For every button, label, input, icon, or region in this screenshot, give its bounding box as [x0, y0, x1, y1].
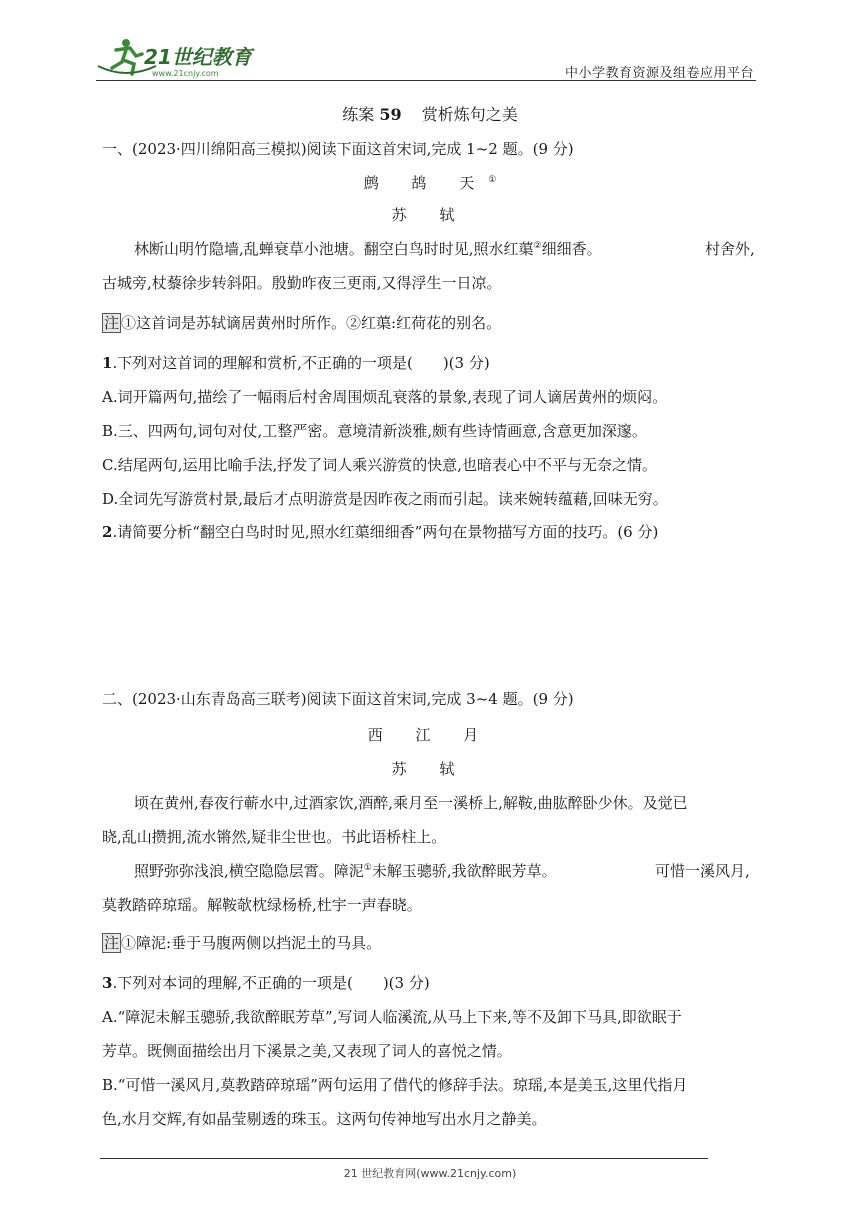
question-text: .下列对本词的理解,不正确的一项是( )(3 分) — [112, 974, 430, 992]
site-logo — [96, 36, 256, 80]
poem-line1-note-mark: ② — [533, 241, 542, 251]
question-text: .下列对这首词的理解和赏析,不正确的一项是( )(3 分) — [112, 354, 490, 372]
note-label: 注 — [104, 314, 120, 332]
section2-poem-title: 西 江 月 — [367, 726, 493, 744]
section1-poem-line1 — [134, 238, 602, 260]
poem-line1-part-a: 照野弥弥浅浪,横空隐隐层霄。障泥 — [134, 862, 364, 880]
footer-rule — [100, 1158, 708, 1159]
q3-option-a-line1: A.“障泥未解玉骢骄,我欲醉眠芳草”,写词人临溪流,从马上下来,等不及卸下马具,即欲眠于 — [102, 1008, 682, 1026]
logo-text: 21世纪教育 — [144, 45, 252, 69]
q1-option-c: C.结尾两句,运用比喻手法,抒发了词人乘兴游赏的快意,也暗表心中不平与无奈之情。 — [102, 456, 658, 474]
note-label: 注 — [104, 934, 120, 952]
question-3 — [102, 972, 430, 994]
note-text: ①这首词是苏轼谪居黄州时所作。②红蕖:红荷花的别名。 — [121, 314, 502, 332]
poem-line1-part-a: 林断山明竹隐墙,乱蝉衰草小池塘。翻空白鸟时时见,照水红蕖 — [134, 240, 534, 258]
q3-option-b-line1: B.“可惜一溪风月,莫教踏碎琼瑶”两句运用了借代的修辞手法。琼瑶,本是美玉,这里代指月 — [102, 1076, 688, 1094]
question-2 — [102, 521, 658, 543]
section2-heading: 二、(2023·山东青岛高三联考)阅读下面这首宋词,完成 3~4 题。(9 分) — [102, 690, 574, 708]
section2-note — [102, 932, 381, 954]
note-text: ①障泥:垂于马腹两侧以挡泥土的马具。 — [121, 934, 382, 952]
poem-line1-part-b: 未解玉骢骄,我欲醉眠芳草。 — [371, 862, 557, 880]
section1-heading: 一、(2023·四川绵阳高三模拟)阅读下面这首宋词,完成 1~2 题。(9 分) — [102, 140, 574, 158]
poem-line1-part-b: 细细香。 — [541, 240, 602, 258]
question-1 — [102, 352, 490, 374]
poem-title-text: 鹧 鸪 天 — [363, 174, 489, 192]
question-number: 3 — [102, 974, 113, 992]
section2-poem-line1 — [134, 860, 557, 882]
section1-author: 苏 轼 — [391, 206, 469, 224]
q1-option-a: A.词开篇两句,描绘了一幅雨后村舍周围烦乱衰落的景象,表现了词人谪居黄州的烦闷。 — [102, 388, 668, 406]
poem-title-note-mark: ① — [488, 175, 497, 185]
section1-poem-title — [0, 172, 860, 194]
section1-poem-line2: 古城旁,杖藜徐步转斜阳。殷勤昨夜三更雨,又得浮生一日凉。 — [102, 274, 502, 292]
section2-author: 苏 轼 — [391, 760, 469, 778]
footer-text: 21 世纪教育网(www.21cnjy.com) — [343, 1167, 517, 1180]
section2-poem-line2: 莫教踏碎琼瑶。解鞍欹枕绿杨桥,杜宇一声春晓。 — [102, 896, 422, 914]
section2-poem-line1-end: 可惜一溪风月, — [655, 862, 750, 880]
header-rule — [96, 80, 756, 81]
q3-option-b-line2: 色,水月交辉,有如晶莹剔透的珠玉。这两句传神地写出水月之静美。 — [102, 1110, 547, 1128]
title-prefix: 练案 — [342, 105, 375, 124]
site-name: 中小学教育资源及组卷应用平台 — [564, 66, 754, 81]
logo-url: www.21cnjy.com — [152, 69, 219, 78]
poem-line1-note-mark: ① — [363, 863, 372, 873]
page-title — [0, 104, 860, 126]
title-number: 59 — [379, 105, 402, 124]
section2-preface-line1: 顷在黄州,春夜行蕲水中,过酒家饮,酒醉,乘月至一溪桥上,解鞍,曲肱醉卧少休。及觉已 — [134, 794, 688, 812]
question-number: 2 — [102, 523, 113, 541]
question-text: .请简要分析“翻空白鸟时时见,照水红蕖细细香”两句在景物描写方面的技巧。(6 分) — [112, 523, 659, 541]
title-subject: 赏析炼句之美 — [421, 105, 518, 124]
q3-option-a-line2: 芳草。既侧面描绘出月下溪景之美,又表现了词人的喜悦之情。 — [102, 1042, 512, 1060]
section1-note — [102, 312, 501, 334]
q1-option-d: D.全词先写游赏村景,最后才点明游赏是因昨夜之雨而引起。读来婉转蕴藉,回味无穷。 — [102, 490, 668, 508]
section2-preface-line2: 晓,乱山攒拥,流水锵然,疑非尘世也。书此语桥柱上。 — [102, 828, 447, 846]
q1-option-b: B.三、四两句,词句对仗,工整严密。意境清新淡雅,颇有些诗情画意,含意更加深邃。 — [102, 422, 647, 440]
question-number: 1 — [102, 354, 113, 372]
section1-poem-line1-end: 村舍外, — [705, 240, 755, 258]
